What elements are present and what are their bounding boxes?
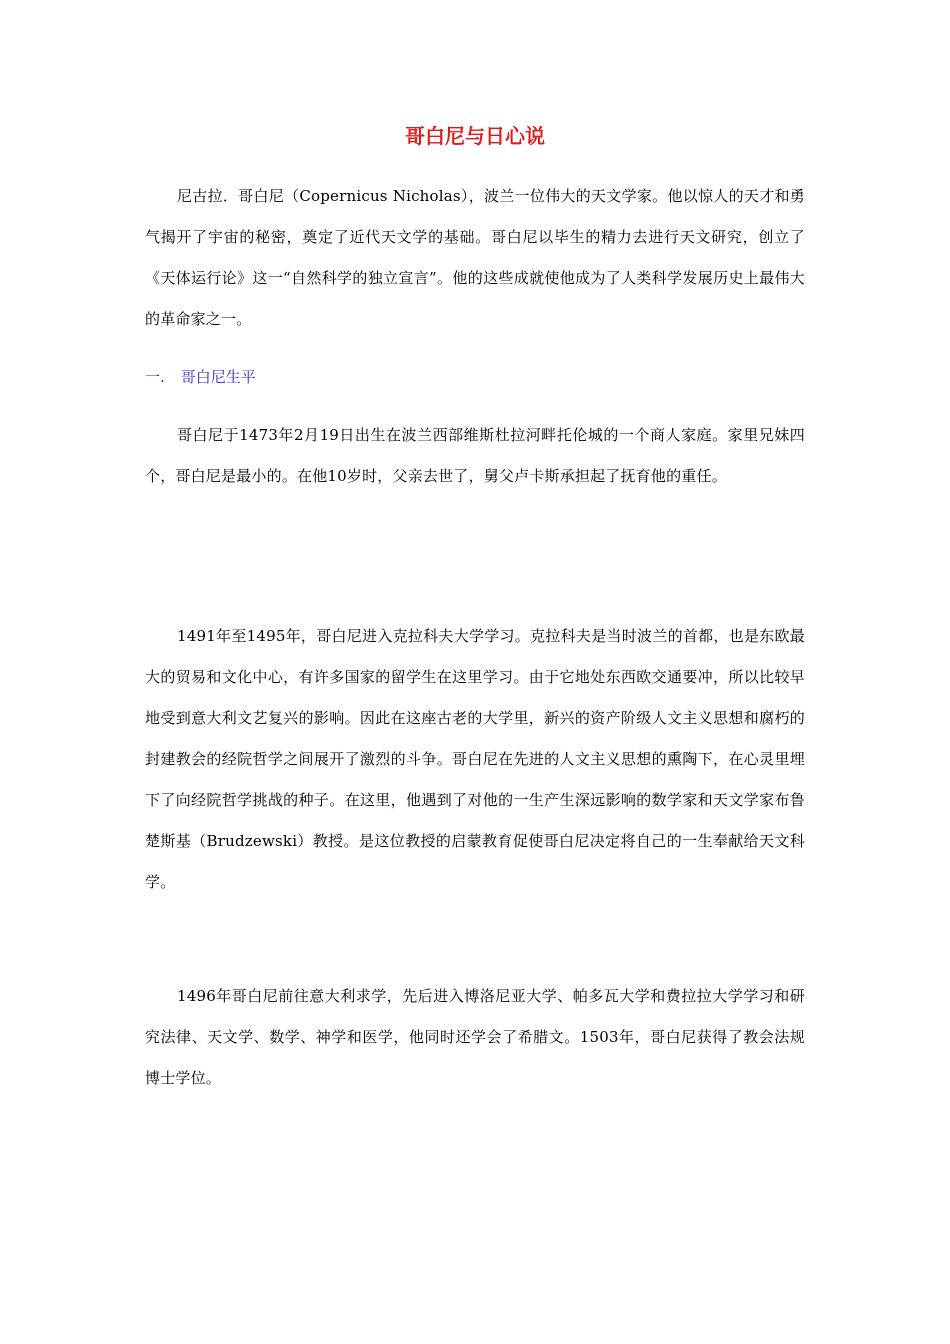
body-paragraph-2: 1491年至1495年，哥白尼进入克拉科夫大学学习。克拉科夫是当时波兰的首都，也是东欧最大的贸易和文化中心，有许多国家的留学生在这里学习。由于它地处东西欧交通要冲，所以比较早地受到意大利文艺复兴的影响。因此在这座古老的大学里，新兴的资产阶级人文主义思想和腐朽的封建教会的经院哲学之间展开了激烈的斗争。哥白尼在先进的人文主义思想的熏陶下，在心灵里埋下了向经院哲学挑战的种子。在这里，他遇到了对他的一生产生深远影响的数学家和天文学家布鲁楚斯基（Brudzewski）教授。是这位教授的启蒙教育促使哥白尼决定将自己的一生奉献给天文科学。 xyxy=(145,627,805,891)
section-number: 一. xyxy=(145,368,165,386)
body-paragraph-3: 1496年哥白尼前往意大利求学，先后进入博洛尼亚大学、帕多瓦大学和费拉拉大学学习和研究法律、天文学、数学、神学和医学，他同时还学会了希腊文。1503年，哥白尼获得了教会法规博士学位。 xyxy=(145,987,805,1087)
section-title: 哥白尼生平 xyxy=(180,368,256,386)
body-paragraph-1: 哥白尼于1473年2月19日出生在波兰西部维斯杜拉河畔托伦城的一个商人家庭。家里兄妹四个，哥白尼是最小的。在他10岁时，父亲去世了，舅父卢卡斯承担起了抚育他的重任。 xyxy=(145,426,805,485)
intro-paragraph: 尼古拉．哥白尼（Copernicus Nicholas），波兰一位伟大的天文学家。他以惊人的天才和勇气揭开了宇宙的秘密，奠定了近代天文学的基础。哥白尼以毕生的精力去进行天文研究，创立了《天体运行论》这一“自然科学的独立宣言”。他的这些成就使他成为了人类科学发展历史上最伟大的革命家之一。 xyxy=(145,187,805,328)
document-title: 哥白尼与日心说 xyxy=(405,124,545,148)
section-heading xyxy=(145,362,256,392)
